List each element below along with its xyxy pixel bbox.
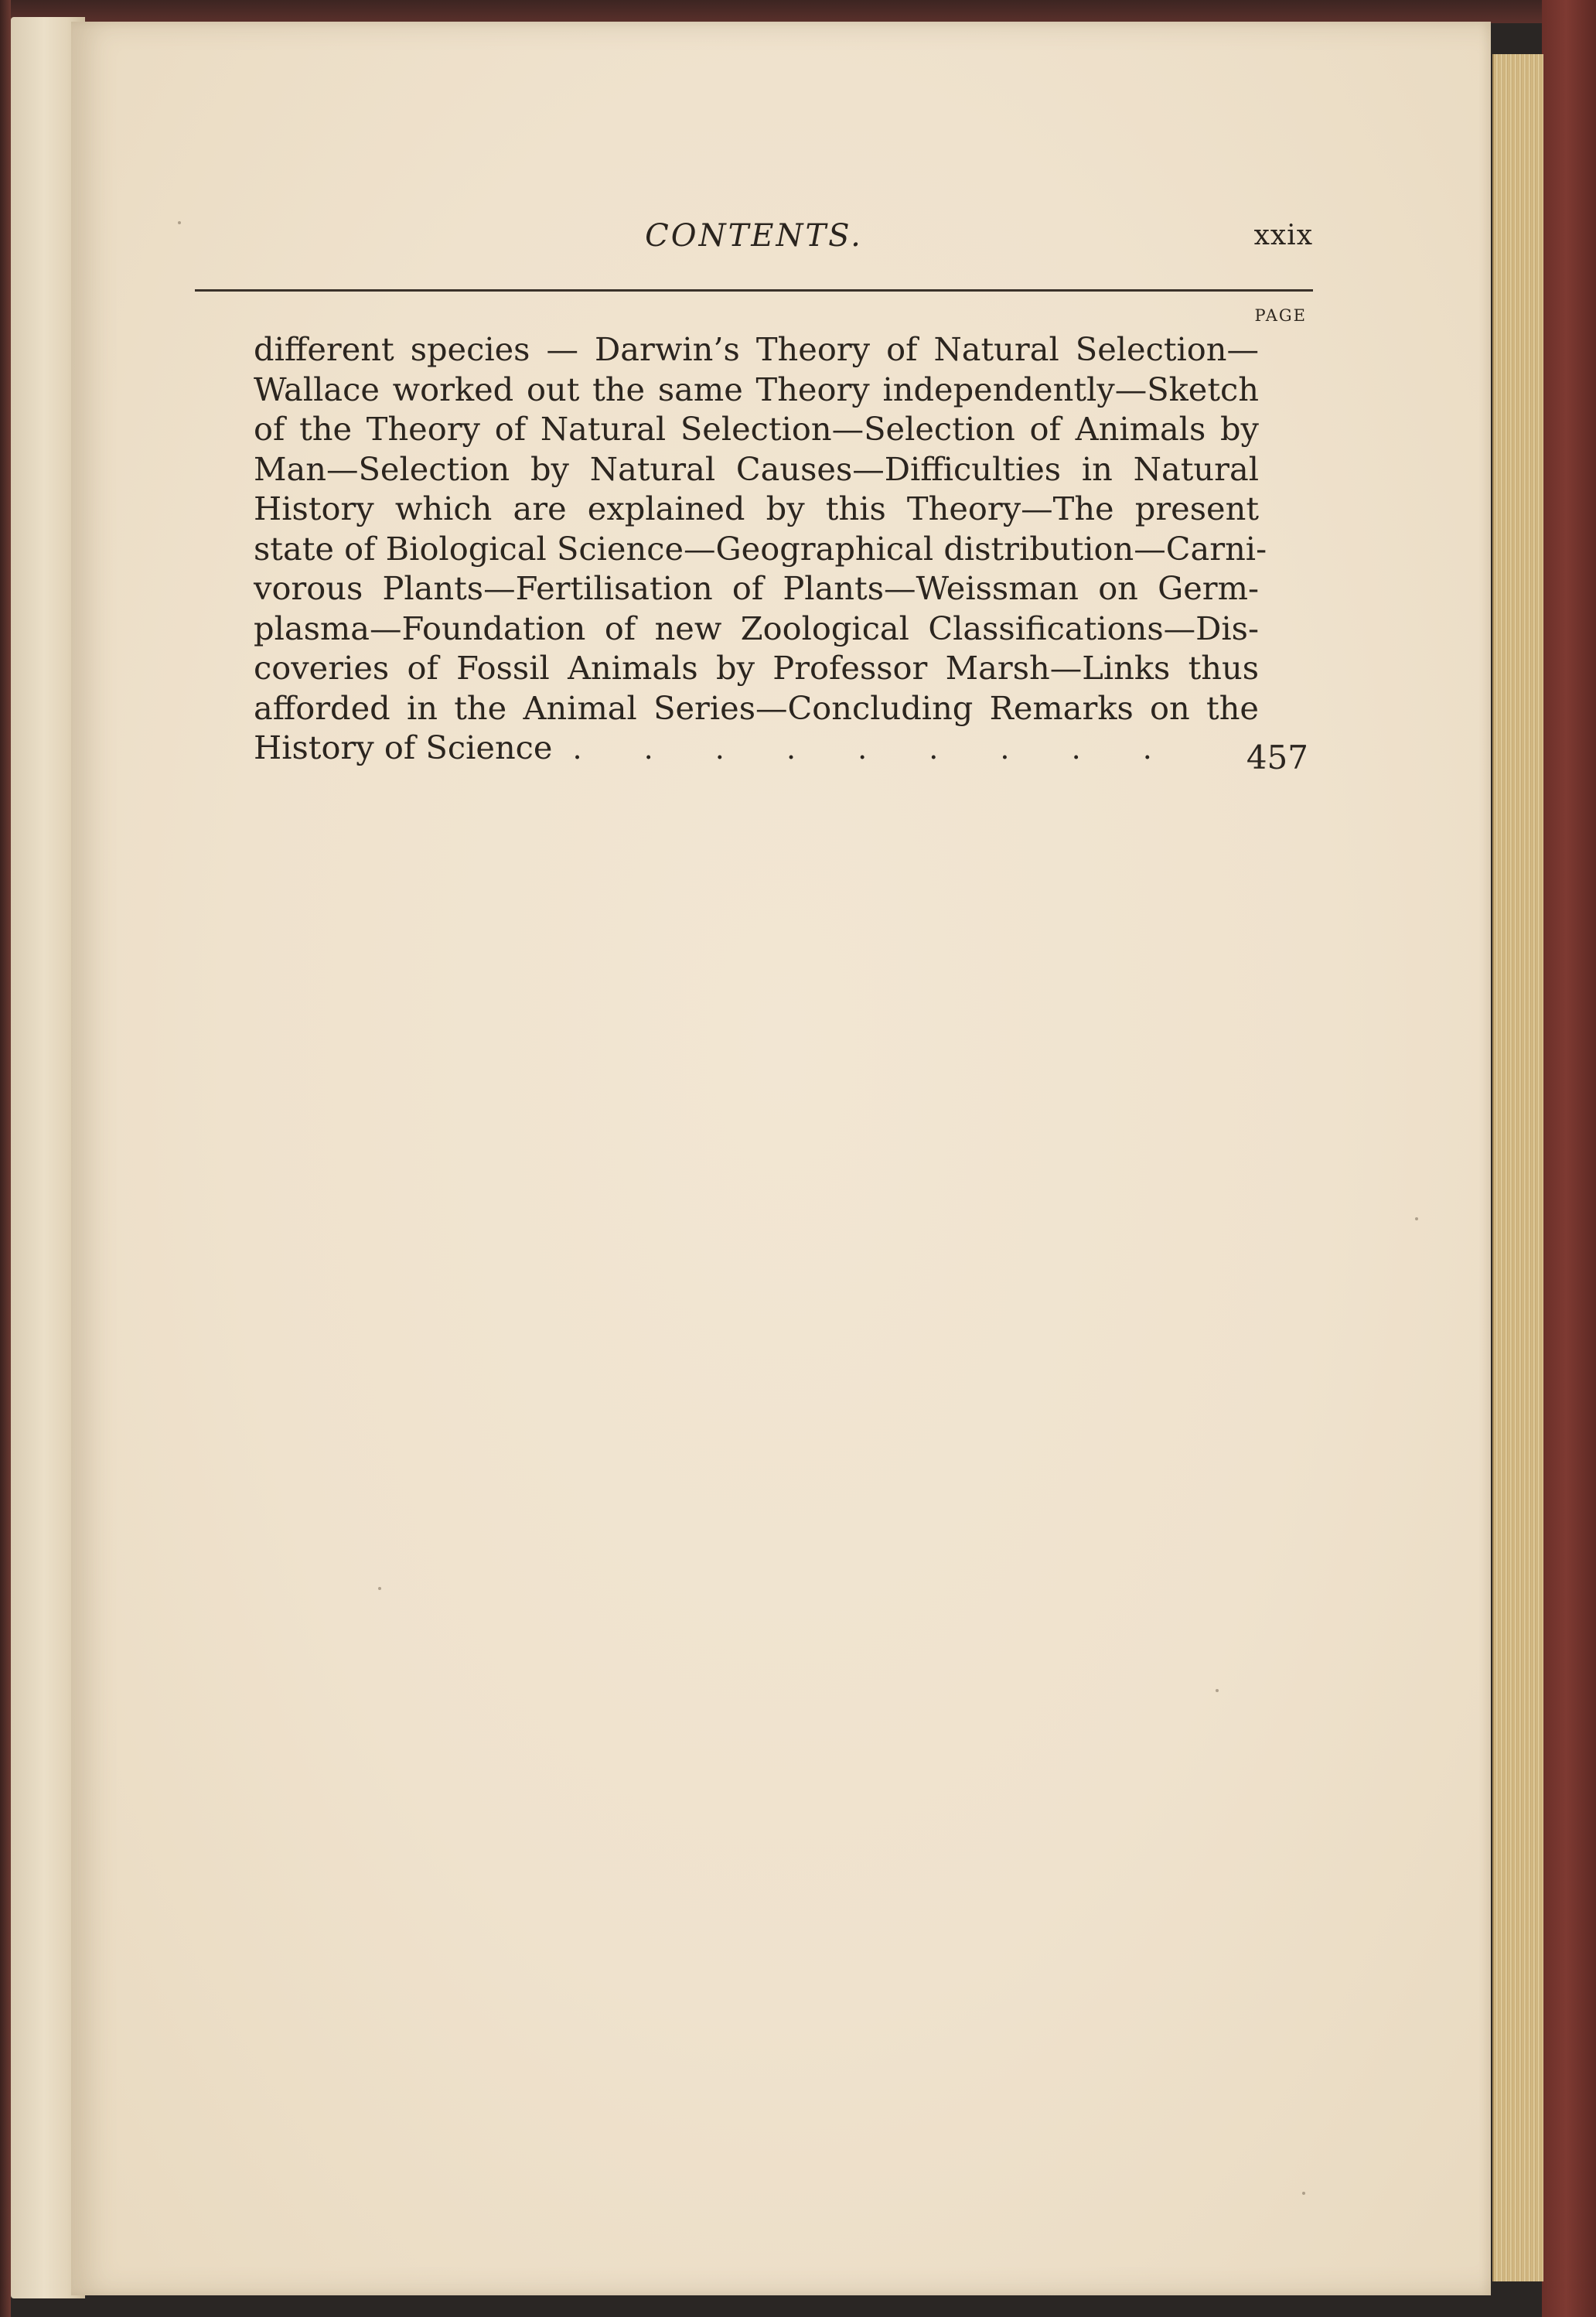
entry-line: Man—Selection by Natural Causes—Difficulties in Natural xyxy=(254,449,1259,488)
book-cover-top-edge xyxy=(0,0,1596,23)
entry-line: coveries of Fossil Animals by Professor Marsh—Links thus xyxy=(254,649,1259,687)
entry-line: vorous Plants—Fertilisation of Plants—Weissman on Germ- xyxy=(254,569,1259,607)
entry-line: state of Biological Science—Geographical distribution—Carni- xyxy=(254,529,1267,568)
folio-number: xxix xyxy=(1253,220,1313,251)
entry-line: different species — Darwin’s Theory of Natural Selection— xyxy=(254,330,1259,368)
book-cover-right-edge xyxy=(1542,0,1596,2317)
header-rule xyxy=(195,289,1313,292)
entry-line: Wallace worked out the same Theory independently—Sketch xyxy=(254,370,1259,408)
paper-speck xyxy=(378,1587,381,1590)
running-head-title: CONTENTS. xyxy=(645,218,863,254)
contents-entry xyxy=(254,329,1267,768)
entry-line: History which are explained by this Theory—The present xyxy=(254,490,1259,527)
paper-speck xyxy=(178,221,181,224)
entry-line: afforded in the Animal Series—Concluding Remarks on the xyxy=(254,688,1259,727)
entry-last-line xyxy=(254,728,1259,768)
entry-page-number: 457 xyxy=(1246,739,1308,776)
book-cover-left-edge xyxy=(0,0,11,2317)
page-block-edges xyxy=(1492,54,1543,2281)
running-head xyxy=(195,218,1313,264)
entry-line: History of Science xyxy=(254,729,553,766)
paper-speck xyxy=(1302,2192,1305,2195)
paper-speck xyxy=(1415,1217,1418,1220)
entry-line: plasma—Foundation of new Zoological Classifications—Dis- xyxy=(254,609,1259,647)
paper-speck xyxy=(1216,1689,1219,1692)
book-page xyxy=(71,22,1491,2295)
leader-dots: . . . . . . . . . xyxy=(572,732,1178,766)
entry-line: of the Theory of Natural Selection—Selection of Animals by xyxy=(254,410,1259,448)
page-column-label: PAGE xyxy=(1254,306,1307,325)
